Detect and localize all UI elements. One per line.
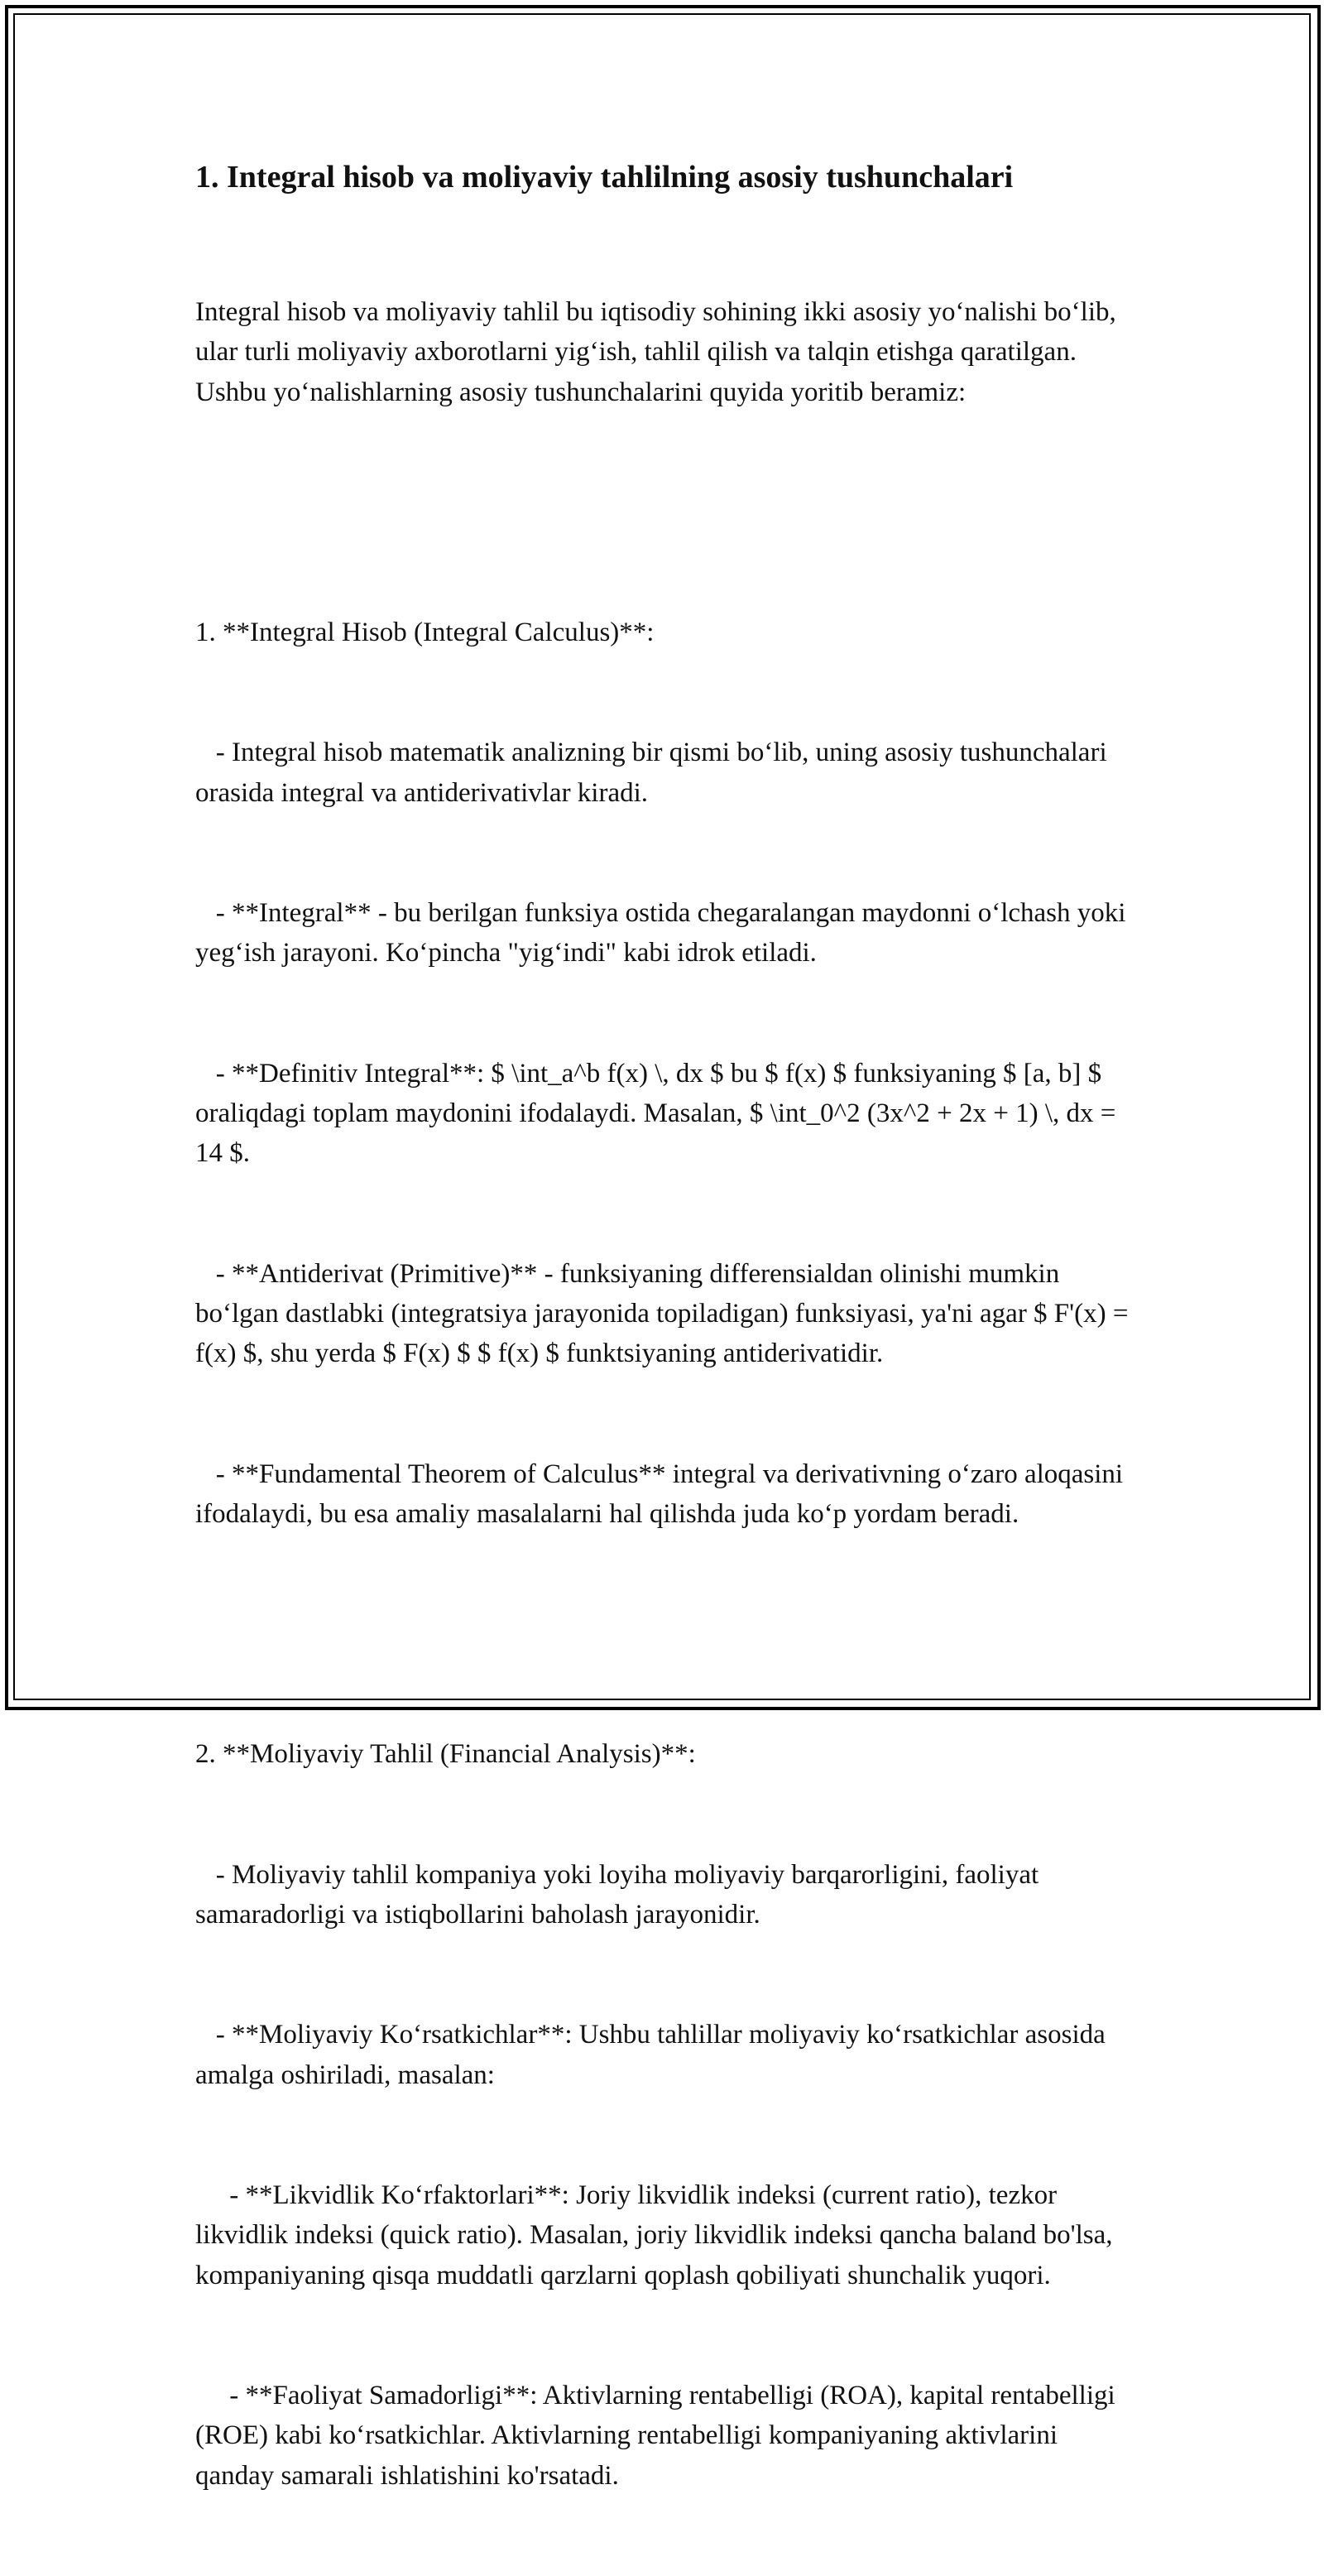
intro-paragraph: Integral hisob va moliyaviy tahlil bu iqtisodiy sohining ikki asosiy yo‘nalishi bo‘lib, ular turli moliyaviy axborotlarni yig‘ish, tahlil qilish va talqin etishga qaratilgan. Ushbu yo‘nalishlarning asosiy tushunchalarini quyida yoritib beramiz: <box>195 296 1124 407</box>
list-item: - **Fundamental Theorem of Calculus** integral va derivativning o‘zaro aloqasini ifodalaydi, bu esa amaliy masalalarni hal qilishda juda ko‘p yordam beradi. <box>195 1459 1130 1529</box>
document-title: 1. Integral hisob va moliyaviy tahlilning asosiy tushunchalari <box>195 160 1014 195</box>
document-content <box>195 156 1139 2576</box>
blank-line <box>195 493 1139 532</box>
list-item: - **Integral** - bu berilgan funksiya ostida chegaralangan maydonni o‘lchash yoki yeg‘ish jarayoni. Ko‘pincha "yig‘indi" kabi idrok etiladi. <box>195 897 1133 968</box>
list-item: - Moliyaviy tahlil kompaniya yoki loyiha moliyaviy barqarorligini, faoliyat samaradorligi va istiqbollarini baholash jarayonidir. <box>195 1859 1046 1930</box>
sub-list-item: - **Faoliyat Samadorligi**: Aktivlarning rentabelligi (ROA), kapital rentabelligi (ROE) kabi ko‘rsatkichlar. Aktivlarning rentabelligi kompaniyaning aktivlarini qanday samarali ishlatishini ko'rsatadi. <box>195 2380 1122 2491</box>
list-item: - **Moliyaviy Ko‘rsatkichlar**: Ushbu tahlillar moliyaviy ko‘rsatkichlar asosida amalga oshiriladi, masalan: <box>195 2020 1113 2090</box>
section-heading-integral: 1. **Integral Hisob (Integral Calculus)**: <box>195 618 655 648</box>
document-body <box>195 212 1139 2576</box>
blank-line <box>195 1614 1139 1654</box>
list-item: - Integral hisob matematik analizning bir qismi bo‘lib, uning asosiy tushunchalari orasida integral va antiderivativlar kiradi. <box>195 738 1114 808</box>
sub-list-item: - **Likvidlik Ko‘rfaktorlari**: Joriy likvidlik indeksi (current ratio), tezkor likvidlik indeksi (quick ratio). Masalan, joriy likvidlik indeksi qancha baland bo'lsa, kompaniyaning qisqa muddatli qarzlarni qoplash qobiliyati shunchalik yuqori. <box>195 2180 1120 2290</box>
list-item: - **Definitiv Integral**: $ \int_a^b f(x) \, dx $ bu $ f(x) $ funksiyaning $ [a, b] $ oraliqdagi toplam maydonini ifodalaydi. Masalan, $ \int_0^2 (3x^2 + 2x + 1) \, dx = 14 $. <box>195 1058 1123 1169</box>
section-heading-financial: 2. **Moliyaviy Tahlil (Financial Analysis)**: <box>195 1739 696 1770</box>
list-item: - **Antiderivat (Primitive)** - funksiyaning differensialdan olinishi mumkin bo‘lgan dastlabki (integratsiya jarayonida topiladigan) funksiyasi, ya'ni agar $ F'(x) = f(x) $, shu yerda $ F(x) $ $ f(x) $ funktsiyaning antiderivatidir. <box>195 1258 1135 1369</box>
